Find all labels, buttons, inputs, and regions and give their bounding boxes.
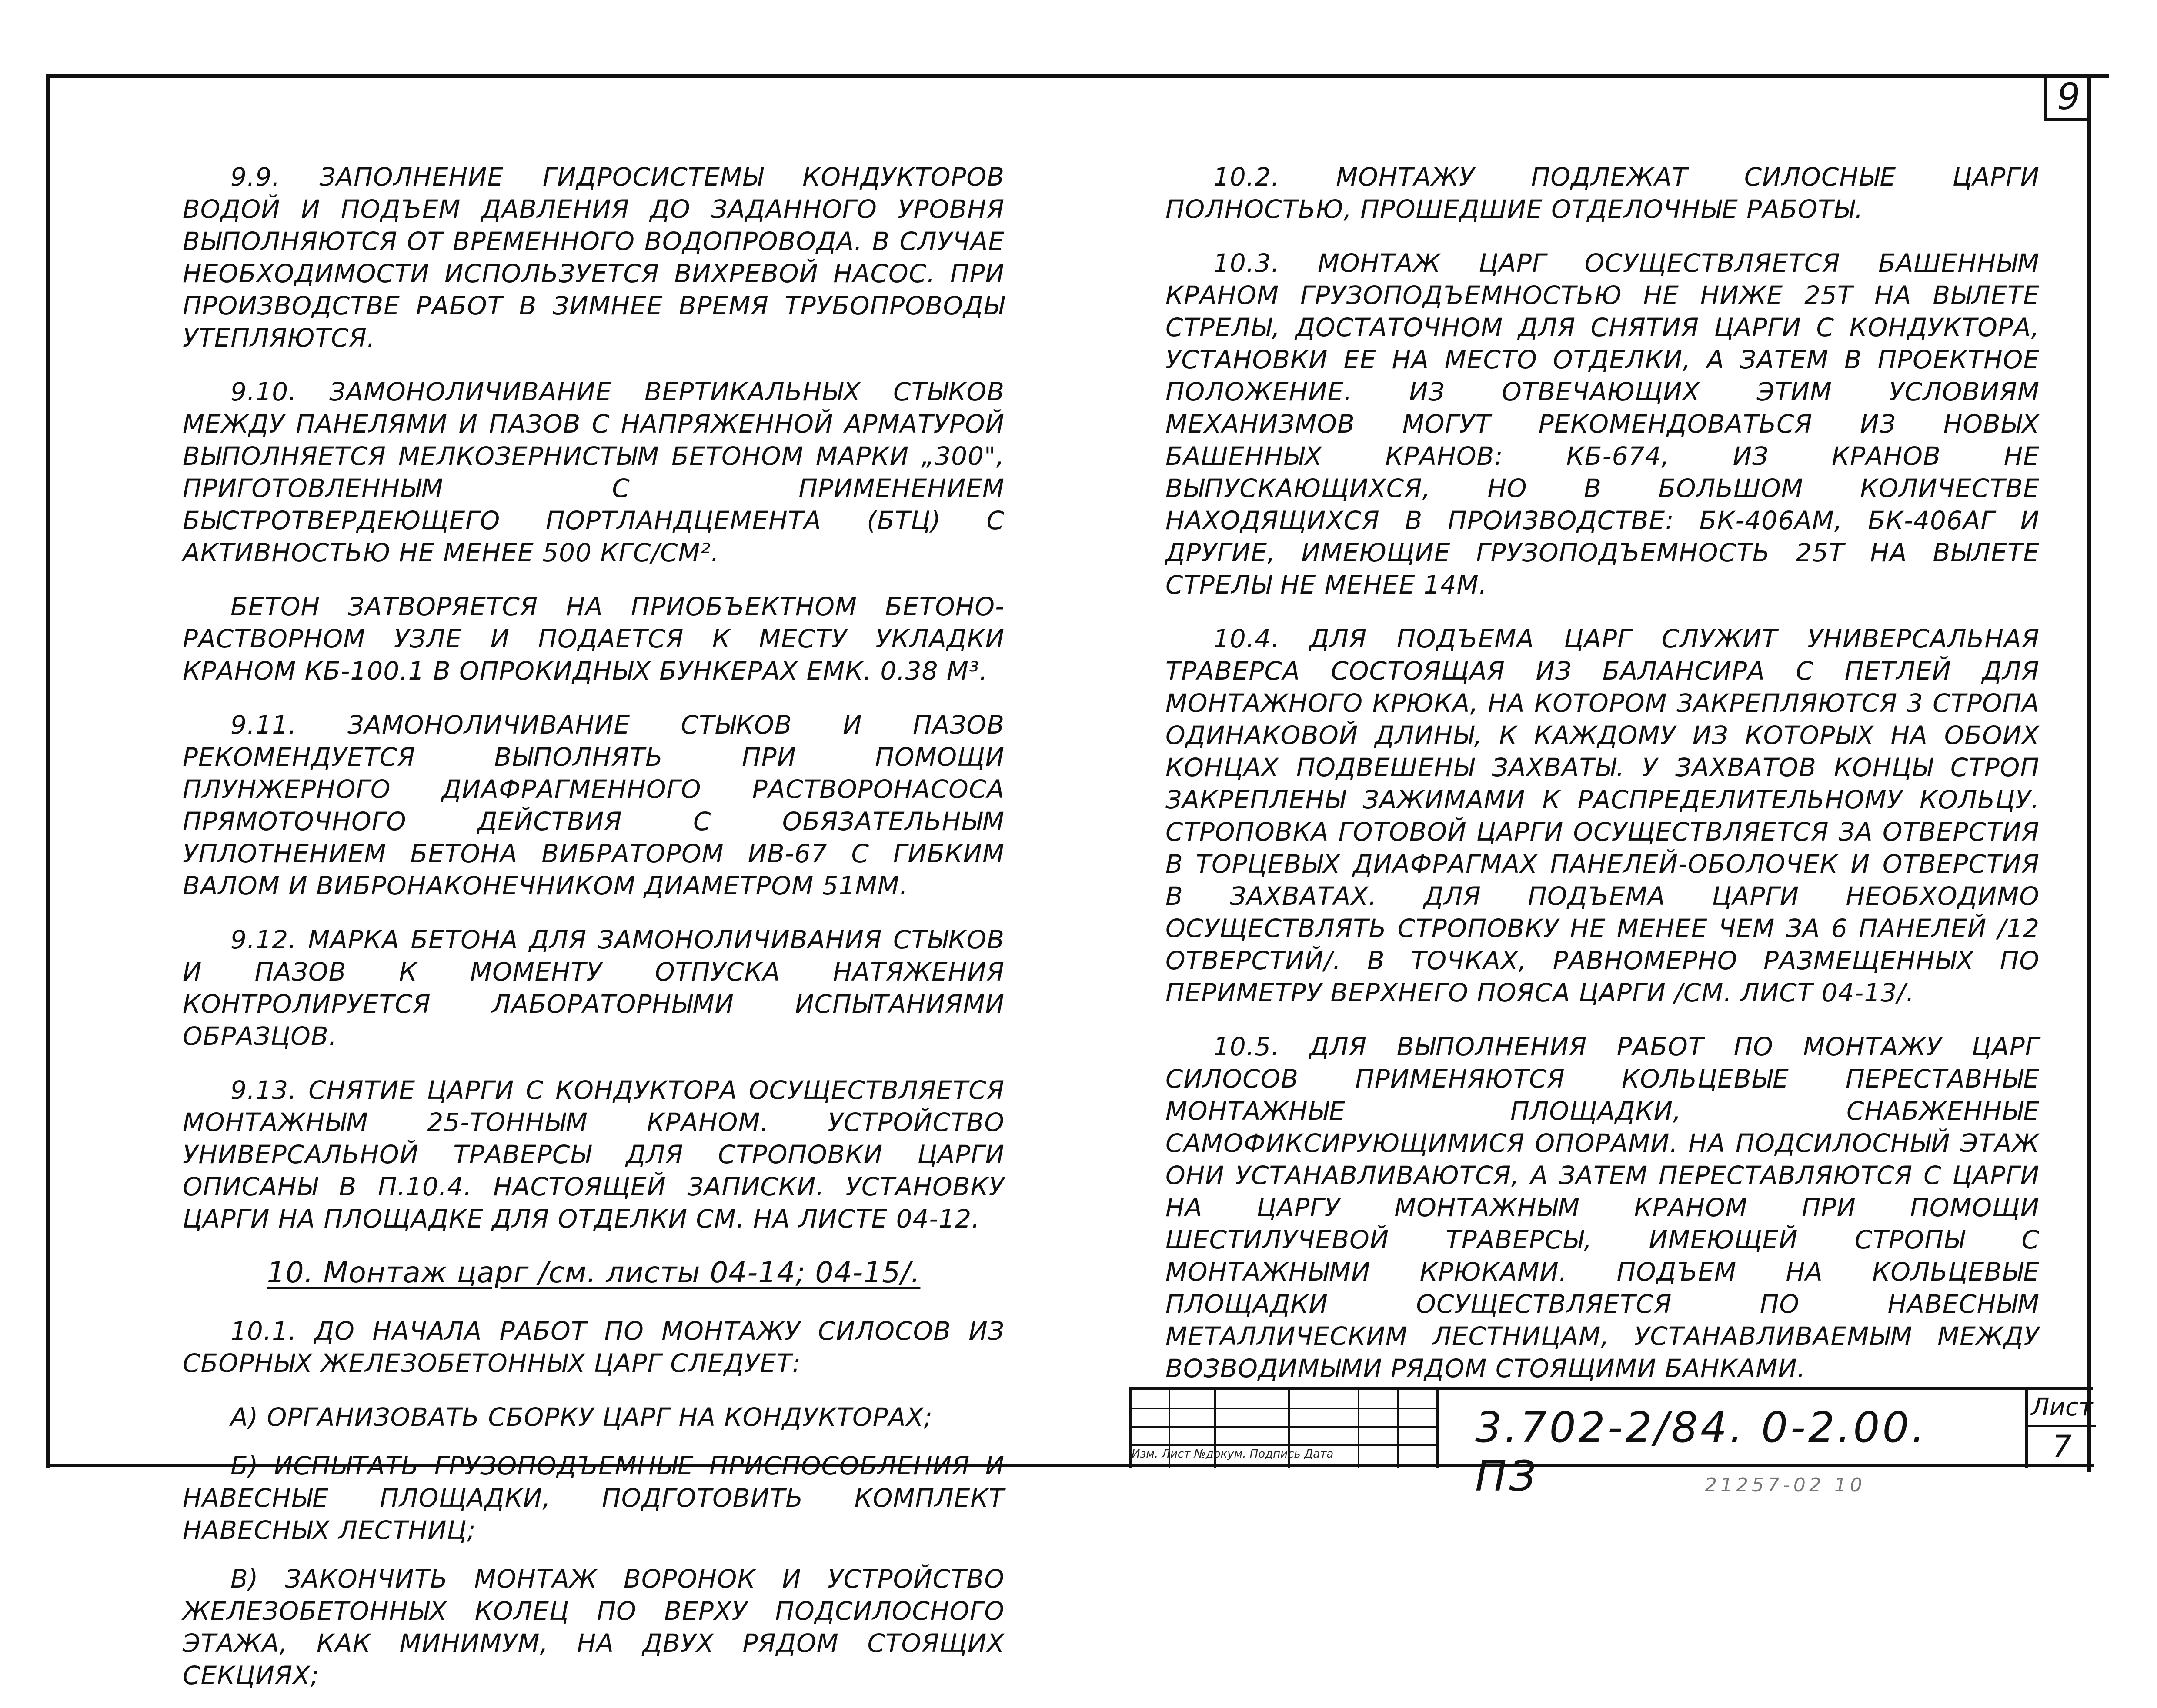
paragraph-10-5: 10.5. ДЛЯ ВЫПОЛНЕНИЯ РАБОТ ПО МОНТАЖУ ЦАРГ СИЛОСОВ ПРИМЕНЯЮТСЯ КОЛЬЦЕВЫЕ ПЕРЕСТАВНЫЕ МОНТАЖНЫЕ ПЛОЩАДКИ, СНАБЖЕННЫЕ САМОФИКСИРУЮЩИМИСЯ ОПОРАМИ. НА ПОДСИЛОСНЫЙ ЭТАЖ ОНИ УСТАНАВЛИВАЮТСЯ, А ЗАТЕМ ПЕРЕСТАВЛЯЮТСЯ С ЦАРГИ НА ЦАРГУ МОНТАЖНЫМ КРАНОМ ПРИ ПОМОЩИ ШЕСТИЛУЧЕВОЙ ТРАВЕРСЫ, ИМЕЮЩЕЙ СТРОПЫ С МОНТАЖНЫМИ КРЮКАМИ. ПОДЪЕМ НА КОЛЬЦЕВЫЕ ПЛОЩАДКИ ОСУЩЕСТВЛЯЕТСЯ ПО НАВЕСНЫМ МЕТАЛЛИЧЕСКИМ ЛЕСТНИЦАМ, УСТАНАВЛИВАЕМЫМ МЕЖДУ ВОЗВОДИМЫМИ РЯДОМ СТОЯЩИМИ БАНКАМИ. [1165, 1032, 2040, 1383]
left-column [183, 161, 1005, 1708]
list-item-b: Б) ИСПЫТАТЬ ГРУЗОПОДЪЕМНЫЕ ПРИСПОСОБЛЕНИЯ И НАВЕСНЫЕ ПЛОЩАДКИ, ПОДГОТОВИТЬ КОМПЛЕКТ НАВЕСНЫХ ЛЕСТНИЦ; [183, 1451, 1005, 1545]
frame-right-line [2087, 74, 2091, 1472]
frame-top-line [46, 74, 2109, 78]
paragraph-9-12: 9.12. МАРКА БЕТОНА ДЛЯ ЗАМОНОЛИЧИВАНИЯ СТЫКОВ И ПАЗОВ К МОМЕНТУ ОТПУСКА НАТЯЖЕНИЯ КОНТРОЛИРУЕТСЯ ЛАБОРАТОРНЫМИ ИСПЫТАНИЯМИ ОБРАЗЦОВ. [183, 925, 1005, 1051]
revision-labels: Изм. Лист №докум. Подпись Дата [1132, 1448, 1334, 1461]
page-number: 9 [2044, 75, 2090, 121]
sheet-label: Лист [2028, 1390, 2096, 1427]
paragraph-9-10: 9.10. ЗАМОНОЛИЧИВАНИЕ ВЕРТИКАЛЬНЫХ СТЫКОВ МЕЖДУ ПАНЕЛЯМИ И ПАЗОВ С НАПРЯЖЕННОЙ АРМАТУРОЙ ВЫПОЛНЯЕТСЯ МЕЛКОЗЕРНИСТЫМ БЕТОНОМ МАРКИ „300", ПРИГОТОВЛЕННЫМ С ПРИМЕНЕНИЕМ БЫСТРОТВЕРДЕЮЩЕГО ПОРТЛАНДЦЕМЕНТА (БТЦ) С АКТИВНОСТЬЮ НЕ МЕНЕЕ 500 КГС/СМ². [183, 377, 1005, 567]
paragraph-10-1: 10.1. ДО НАЧАЛА РАБОТ ПО МОНТАЖУ СИЛОСОВ ИЗ СБОРНЫХ ЖЕЛЕЗОБЕТОННЫХ ЦАРГ СЛЕДУЕТ: [183, 1316, 1005, 1378]
grid-line [1132, 1426, 1436, 1428]
paragraph-concrete-mixing: БЕТОН ЗАТВОРЯЕТСЯ НА ПРИОБЪЕКТНОМ БЕТОНО-РАСТВОРНОМ УЗЛЕ И ПОДАЕТСЯ К МЕСТУ УКЛАДКИ КРАНОМ КБ-100.1 В ОПРОКИДНЫХ БУНКЕРАХ ЕМК. 0.38 М³. [183, 592, 1005, 686]
paragraph-9-11: 9.11. ЗАМОНОЛИЧИВАНИЕ СТЫКОВ И ПАЗОВ РЕКОМЕНДУЕТСЯ ВЫПОЛНЯТЬ ПРИ ПОМОЩИ ПЛУНЖЕРНОГО ДИАФРАГМЕННОГО РАСТВОРОНАСОСА ПРЯМОТОЧНОГО ДЕЙСТВИЯ С ОБЯЗАТЕЛЬНЫМ УПЛОТНЕНИЕМ БЕТОНА ВИБРАТОРОМ ИВ-67 С ГИБКИМ ВАЛОМ И ВИБРОНАКОНЕЧНИКОМ ДИАМЕТРОМ 51ММ. [183, 710, 1005, 901]
paragraph-10-4: 10.4. ДЛЯ ПОДЪЕМА ЦАРГ СЛУЖИТ УНИВЕРСАЛЬНАЯ ТРАВЕРСА СОСТОЯЩАЯ ИЗ БАЛАНСИРА С ПЕТЛЕЙ ДЛЯ МОНТАЖНОГО КРЮКА, НА КОТОРОМ ЗАКРЕПЛЯЮТСЯ 3 СТРОПА ОДИНАКОВОЙ ДЛИНЫ, К КАЖДОМУ ИЗ КОТОРЫХ НА ОБОИХ КОНЦАХ ПОДВЕШЕНЫ ЗАХВАТЫ. У ЗАХВАТОВ КОНЦЫ СТРОП ЗАКРЕПЛЕНЫ ЗАЖИМАМИ К РАСПРЕДЕЛИТЕЛЬНОМУ КОЛЬЦУ. СТРОПОВКА ГОТОВОЙ ЦАРГИ ОСУЩЕСТВЛЯЕТСЯ ЗА ОТВЕРСТИЯ В ТОРЦЕВЫХ ДИАФРАГМАХ ПАНЕЛЕЙ-ОБОЛОЧЕК И ОТВЕРСТИЯ В ЗАХВАТАХ. ДЛЯ ПОДЪЕМА ЦАРГИ НЕОБХОДИМО ОСУЩЕСТВЛЯТЬ СТРОПОВКУ НЕ МЕНЕЕ ЧЕМ ЗА 6 ПАНЕЛЕЙ /12 ОТВЕРСТИЙ/. В ТОЧКАХ, РАВНОМЕРНО РАЗМЕЩЕННЫХ ПО ПЕРИМЕТРУ ВЕРХНЕГО ПОЯСА ЦАРГИ /СМ. ЛИСТ 04-13/. [1165, 624, 2040, 1007]
document-code: 3.702-2/84. 0-2.00. ПЗ [1475, 1403, 1928, 1501]
sheet-number: 7 [2052, 1429, 2072, 1464]
grid-line [1132, 1444, 1436, 1446]
revision-grid [1132, 1390, 1439, 1468]
paragraph-9-9: 9.9. ЗАПОЛНЕНИЕ ГИДРОСИСТЕМЫ КОНДУКТОРОВ ВОДОЙ И ПОДЪЕМ ДАВЛЕНИЯ ДО ЗАДАННОГО УРОВНЯ ВЫПОЛНЯЮТСЯ ОТ ВРЕМЕННОГО ВОДОПРОВОДА. В СЛУЧАЕ НЕОБХОДИМОСТИ ИСПОЛЬЗУЕТСЯ ВИХРЕВОЙ НАСОС. ПРИ ПРОИЗВОДСТВЕ РАБОТ В ЗИМНЕЕ ВРЕМЯ ТРУБОПРОВОДЫ УТЕПЛЯЮТСЯ. [183, 162, 1005, 353]
paragraph-10-3: 10.3. МОНТАЖ ЦАРГ ОСУЩЕСТВЛЯЕТСЯ БАШЕННЫМ КРАНОМ ГРУЗОПОДЪЕМНОСТЬЮ НЕ НИЖЕ 25Т НА ВЫЛЕТЕ СТРЕЛЫ, ДОСТАТОЧНОМ ДЛЯ СНЯТИЯ ЦАРГИ С КОНДУКТОРА, УСТАНОВКИ ЕЕ НА МЕСТО ОТДЕЛКИ, А ЗАТЕМ В ПРОЕКТНОЕ ПОЛОЖЕНИЕ. ИЗ ОТВЕЧАЮЩИХ ЭТИМ УСЛОВИЯМ МЕХАНИЗМОВ МОГУТ РЕКОМЕНДОВАТЬСЯ ИЗ НОВЫХ БАШЕННЫХ КРАНОВ: КБ-674, ИЗ КРАНОВ НЕ ВЫПУСКАЮЩИХСЯ, НО В БОЛЬШОМ КОЛИЧЕСТВЕ НАХОДЯЩИХСЯ В ПРОИЗВОДСТВЕ: БК-406АМ, БК-406АГ И ДРУГИЕ, ИМЕЮЩИЕ ГРУЗОПОДЪЕМНОСТЬ 25Т НА ВЫЛЕТЕ СТРЕЛЫ НЕ МЕНЕЕ 14М. [1165, 248, 2040, 600]
paragraph-10-2: 10.2. МОНТАЖУ ПОДЛЕЖАТ СИЛОСНЫЕ ЦАРГИ ПОЛНОСТЬЮ, ПРОШЕДШИЕ ОТДЕЛОЧНЫЕ РАБОТЫ. [1165, 162, 2040, 224]
section-heading-10: 10. Монтаж царг /см. листы 04-14; 04-15/. [267, 1256, 921, 1289]
grid-line [1132, 1408, 1436, 1409]
frame-left-line [46, 74, 50, 1468]
list-item-v: В) ЗАКОНЧИТЬ МОНТАЖ ВОРОНОК И УСТРОЙСТВО ЖЕЛЕЗОБЕТОННЫХ КОЛЕЦ ПО ВЕРХУ ПОДСИЛОСНОГО ЭТАЖА, КАК МИНИМУМ, НА ДВУХ РЯДОМ СТОЯЩИХ СЕКЦИЯХ; [183, 1564, 1005, 1690]
archive-code: 21257-02 10 [1705, 1474, 1866, 1496]
list-item-a: А) ОРГАНИЗОВАТЬ СБОРКУ ЦАРГ НА КОНДУКТОРАХ; [230, 1402, 933, 1432]
paragraph-9-13: 9.13. СНЯТИЕ ЦАРГИ С КОНДУКТОРА ОСУЩЕСТВЛЯЕТСЯ МОНТАЖНЫМ 25-ТОННЫМ КРАНОМ. УСТРОЙСТВО УНИВЕРСАЛЬНОЙ ТРАВЕРСЫ ДЛЯ СТРОПОВКИ ЦАРГИ ОПИСАНЫ В П.10.4. НАСТОЯЩЕЙ ЗАПИСКИ. УСТАНОВКУ ЦАРГИ НА ПЛОЩАДКЕ ДЛЯ ОТДЕЛКИ СМ. НА ЛИСТЕ 04-12. [183, 1075, 1005, 1234]
sheet-cell [2025, 1390, 2096, 1468]
right-column [1165, 161, 2040, 1406]
